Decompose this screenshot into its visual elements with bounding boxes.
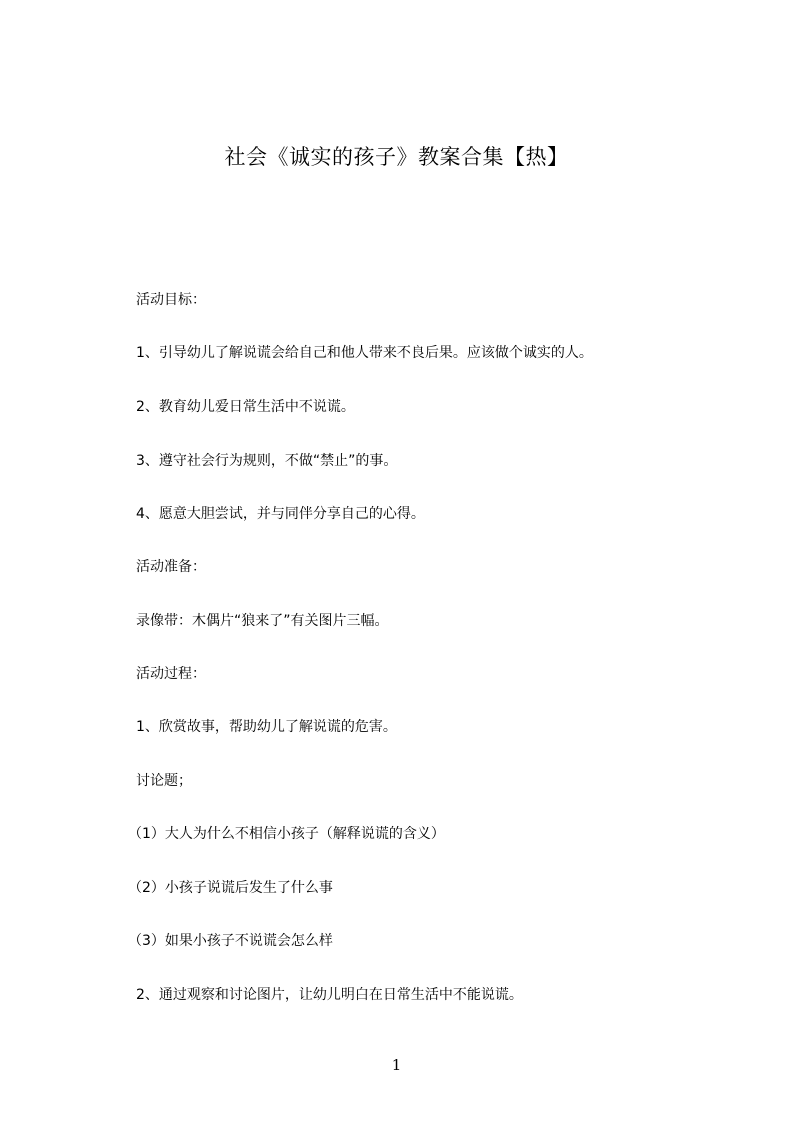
document-title: 社会《诚实的孩子》教案合集【热】	[224, 145, 569, 169]
section-heading-process: 活动过程：	[136, 666, 206, 682]
discussion-heading: 讨论题；	[136, 773, 192, 789]
discussion-question-3: （3）如果小孩子不说谎会怎么样	[128, 933, 333, 949]
goal-item-3: 3、遵守社会行为规则，不做“禁止”的事。	[136, 453, 398, 469]
page-number: 1	[391, 1056, 402, 1074]
discussion-question-1: （1）大人为什么不相信小孩子（解释说谎的含义）	[128, 826, 445, 842]
section-heading-preparation: 活动准备：	[136, 559, 206, 575]
process-step-1: 1、欣赏故事，帮助幼儿了解说谎的危害。	[136, 719, 397, 735]
goal-item-4: 4、愿意大胆尝试，并与同伴分享自己的心得。	[136, 506, 425, 522]
process-step-2: 2、通过观察和讨论图片，让幼儿明白在日常生活中不能说谎。	[136, 987, 523, 1003]
goal-item-2: 2、教育幼儿爱日常生活中不说谎。	[136, 399, 355, 415]
section-heading-goals: 活动目标：	[136, 292, 206, 308]
goal-item-1: 1、引导幼儿了解说谎会给自己和他人带来不良后果。应该做个诚实的人。	[136, 345, 593, 361]
discussion-question-2: （2）小孩子说谎后发生了什么事	[128, 880, 333, 896]
preparation-text: 录像带：木偶片“狼来了”有关图片三幅。	[136, 613, 389, 629]
